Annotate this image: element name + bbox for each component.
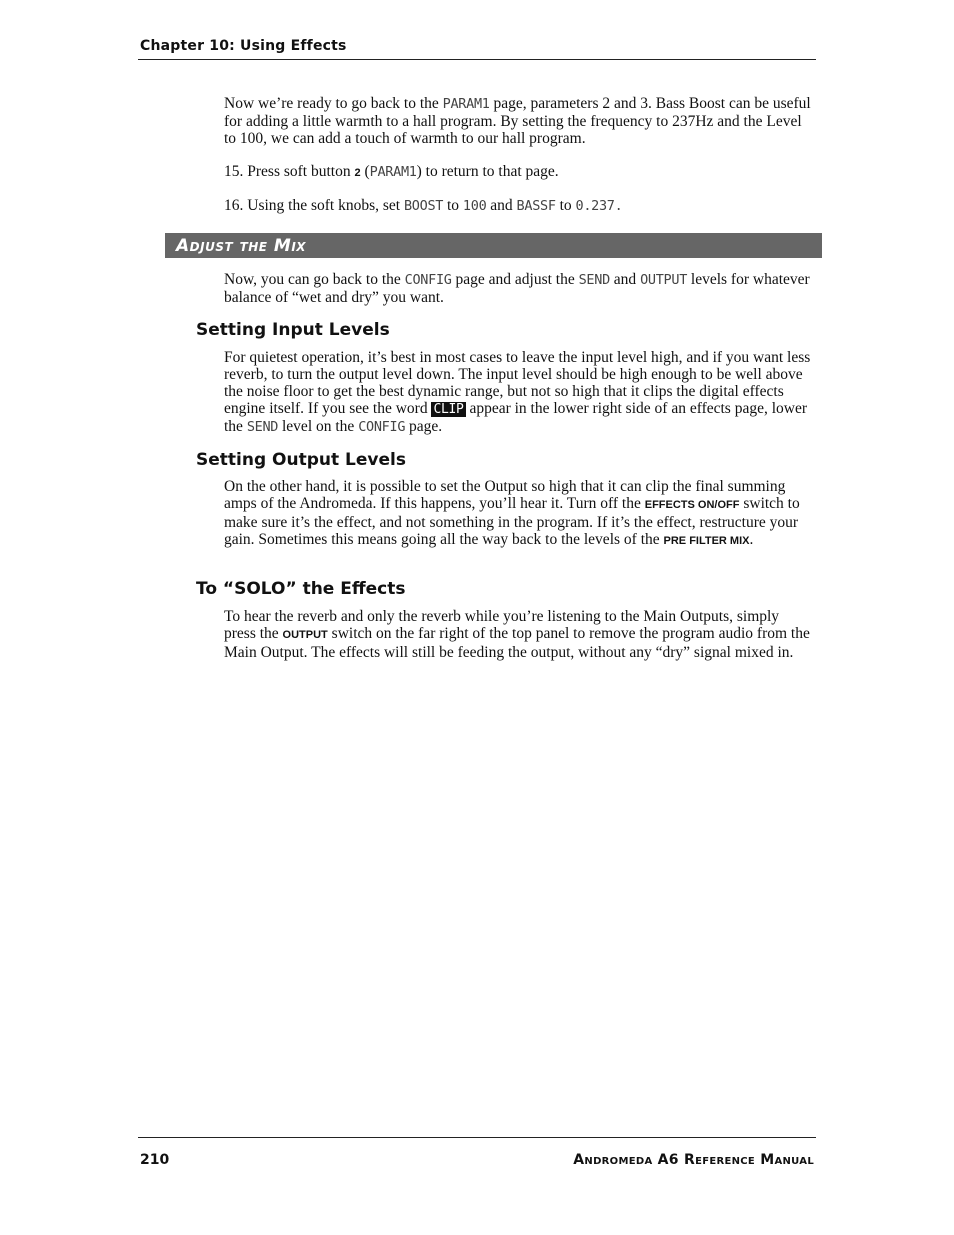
lcd-text: CONFIG	[358, 419, 406, 435]
step-16: 16. Using the soft knobs, set BOOST to 100 and BASSF to 0.237.	[224, 197, 623, 214]
manual-title: Andromeda A6 Reference Manual	[573, 1152, 814, 1168]
lcd-text: BASSF	[516, 198, 556, 214]
lcd-text: CONFIG	[404, 272, 452, 288]
switch-label: EFFECTS ON/OFF	[644, 499, 740, 511]
solo-paragraph: To hear the reverb and only the reverb while you’re listening to the Main Outputs, simply press the OUTPUT switch on the far right of the top panel to remove the program audio from the Main Output. The effects will still be feeding the output, without any “dry” signal mixed in.	[224, 608, 810, 661]
lcd-inverse-text: CLIP	[433, 402, 464, 417]
switch-label: PRE FILTER MIX	[663, 535, 750, 547]
subheading-input-levels: Setting Input Levels	[196, 320, 390, 340]
lcd-text: OUTPUT	[640, 272, 688, 288]
subheading-output-levels: Setting Output Levels	[196, 450, 406, 470]
soft-button-label: 2	[354, 167, 361, 179]
header-rule	[138, 59, 816, 60]
section-bar	[165, 233, 822, 258]
lcd-text: 100	[462, 198, 487, 214]
lcd-text: BOOST	[403, 198, 444, 214]
adjust-paragraph: Now, you can go back to the CONFIG page and adjust the SEND and OUTPUT levels for whatever balance of “wet and dry” you want.	[224, 271, 810, 306]
lcd-text: SEND	[246, 419, 279, 435]
input-levels-paragraph: For quietest operation, it’s best in most cases to leave the input level high, and if you want less reverb, to turn the output level down. The input level should be high enough to be well above the noise floor to get the best dynamic range, but not so high that it clips the digital effects engine itself. If you see the word CLIP appear in the lower right side of an effects page, lower the SEND level on the CONFIG page.	[224, 349, 811, 435]
lcd-text: SEND	[578, 272, 610, 288]
output-levels-paragraph: On the other hand, it is possible to set the Output so high that it can clip the final summing amps of the Andromeda. If this happens, you’ll hear it. Turn off the EFFECTS ON/OFF switch to make sure it’s the effect, and not something in the program. If it’s the effect, restructure your gain. Sometimes this means going all the way back to the levels of the PRE FILTER MIX.	[224, 478, 800, 548]
lcd-text: PARAM1	[442, 96, 490, 112]
step-15: 15. Press soft button 2 (PARAM1) to return to that page.	[224, 163, 559, 180]
subheading-solo: To “SOLO” the Effects	[196, 579, 406, 599]
switch-label: OUTPUT	[282, 629, 328, 641]
lcd-text: PARAM1	[369, 164, 417, 180]
lcd-text: 0.237.	[575, 198, 623, 214]
section-title: Adjust the Mix	[176, 236, 307, 256]
footer-rule	[138, 1137, 816, 1138]
chapter-header: Chapter 10: Using Effects	[140, 38, 347, 54]
page-number: 210	[140, 1152, 170, 1168]
intro-paragraph: Now we’re ready to go back to the PARAM1 page, parameters 2 and 3. Bass Boost can be useful for adding a little warmth to a hall program. By setting the frequency to 237Hz and the Level to 100, we can add a touch of warmth to our hall program.	[224, 95, 811, 147]
